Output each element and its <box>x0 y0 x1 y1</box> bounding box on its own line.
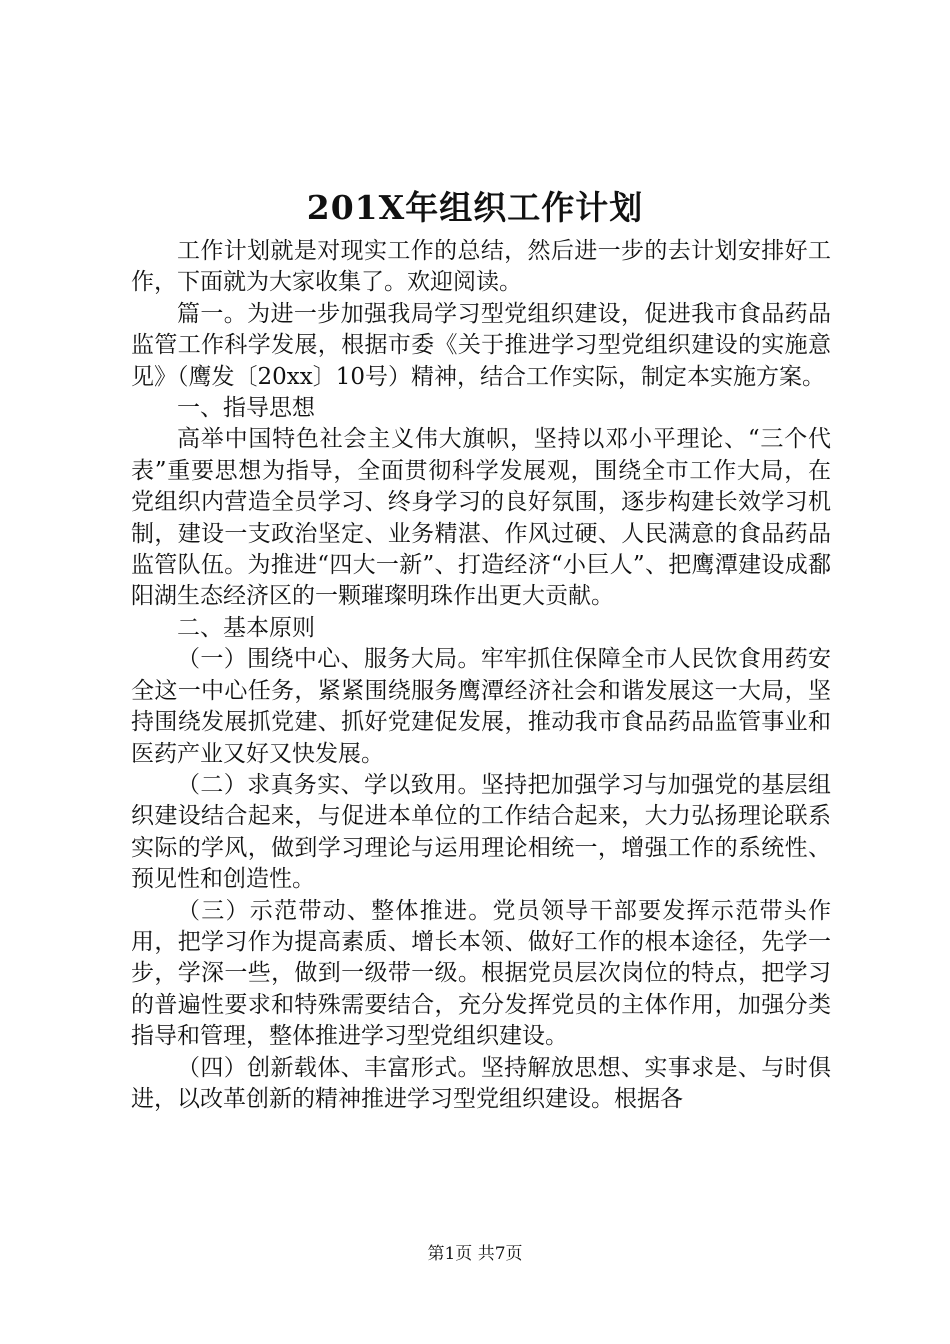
section-heading-guiding-thought: 一、指导思想 <box>177 395 315 422</box>
body-paragraph-principle-2: （二）求真务实、学以致用。坚持把加强学习与加强党的基层组织建设结合起来，与促进本单位的工作结合起来，大力弘扬理论联系实际的学风，做到学习理论与运用理论相统一，增强工作的系统性、预见性和创造性。 <box>131 771 831 893</box>
body-paragraph-principle-4: （四）创新载体、丰富形式。坚持解放思想、实事求是、与时俱进，以改革创新的精神推进学习型党组织建设。根据各 <box>131 1054 831 1112</box>
document-title: 201X年组织工作计划 <box>306 188 644 227</box>
body-paragraph-guiding-thought: 高举中国特色社会主义伟大旗帜，坚持以邓小平理论、“三个代表”重要思想为指导，全面贯彻科学发展观，围绕全市工作大局，在党组织内营造全员学习、终身学习的良好氛围，逐步构建长效学习机制，建设一支政治坚定、业务精湛、作风过硬、人民满意的食品药品监管队伍。为推进“四大一新”、打造经济“小巨人”、把鹰潭建设成鄱阳湖生态经济区的一颗璀璨明珠作出更大贡献。 <box>131 426 831 610</box>
body-paragraph-intro: 工作计划就是对现实工作的总结，然后进一步的去计划安排好工作，下面就为大家收集了。欢迎阅读。 <box>131 238 831 296</box>
section-heading-basic-principles: 二、基本原则 <box>177 614 315 641</box>
document-body <box>131 236 831 1115</box>
page-footer: 第1页 共7页 <box>427 1244 523 1264</box>
body-paragraph-principle-3: （三）示范带动、整体推进。党员领导干部要发挥示范带头作用，把学习作为提高素质、增长本领、做好工作的根本途径，先学一步，学深一些，做到一级带一级。根据党员层次岗位的特点，把学习的普遍性要求和特殊需要结合，充分发挥党员的主体作用，加强分类指导和管理，整体推进学习型党组织建设。 <box>131 897 831 1050</box>
body-paragraph-principle-1: （一）围绕中心、服务大局。牢牢抓住保障全市人民饮食用药安全这一中心任务，紧紧围绕服务鹰潭经济社会和谐发展这一大局，坚持围绕发展抓党建、抓好党建促发展，推动我市食品药品监管事业和医药产业又好又快发展。 <box>131 646 831 767</box>
body-paragraph-part-one: 篇一。为进一步加强我局学习型党组织建设，促进我市食品药品监管工作科学发展，根据市委《关于推进学习型党组织建设的实施意见》（鹰发〔20xx〕10号）精神，结合工作实际，制定本实施方案。 <box>131 300 831 390</box>
